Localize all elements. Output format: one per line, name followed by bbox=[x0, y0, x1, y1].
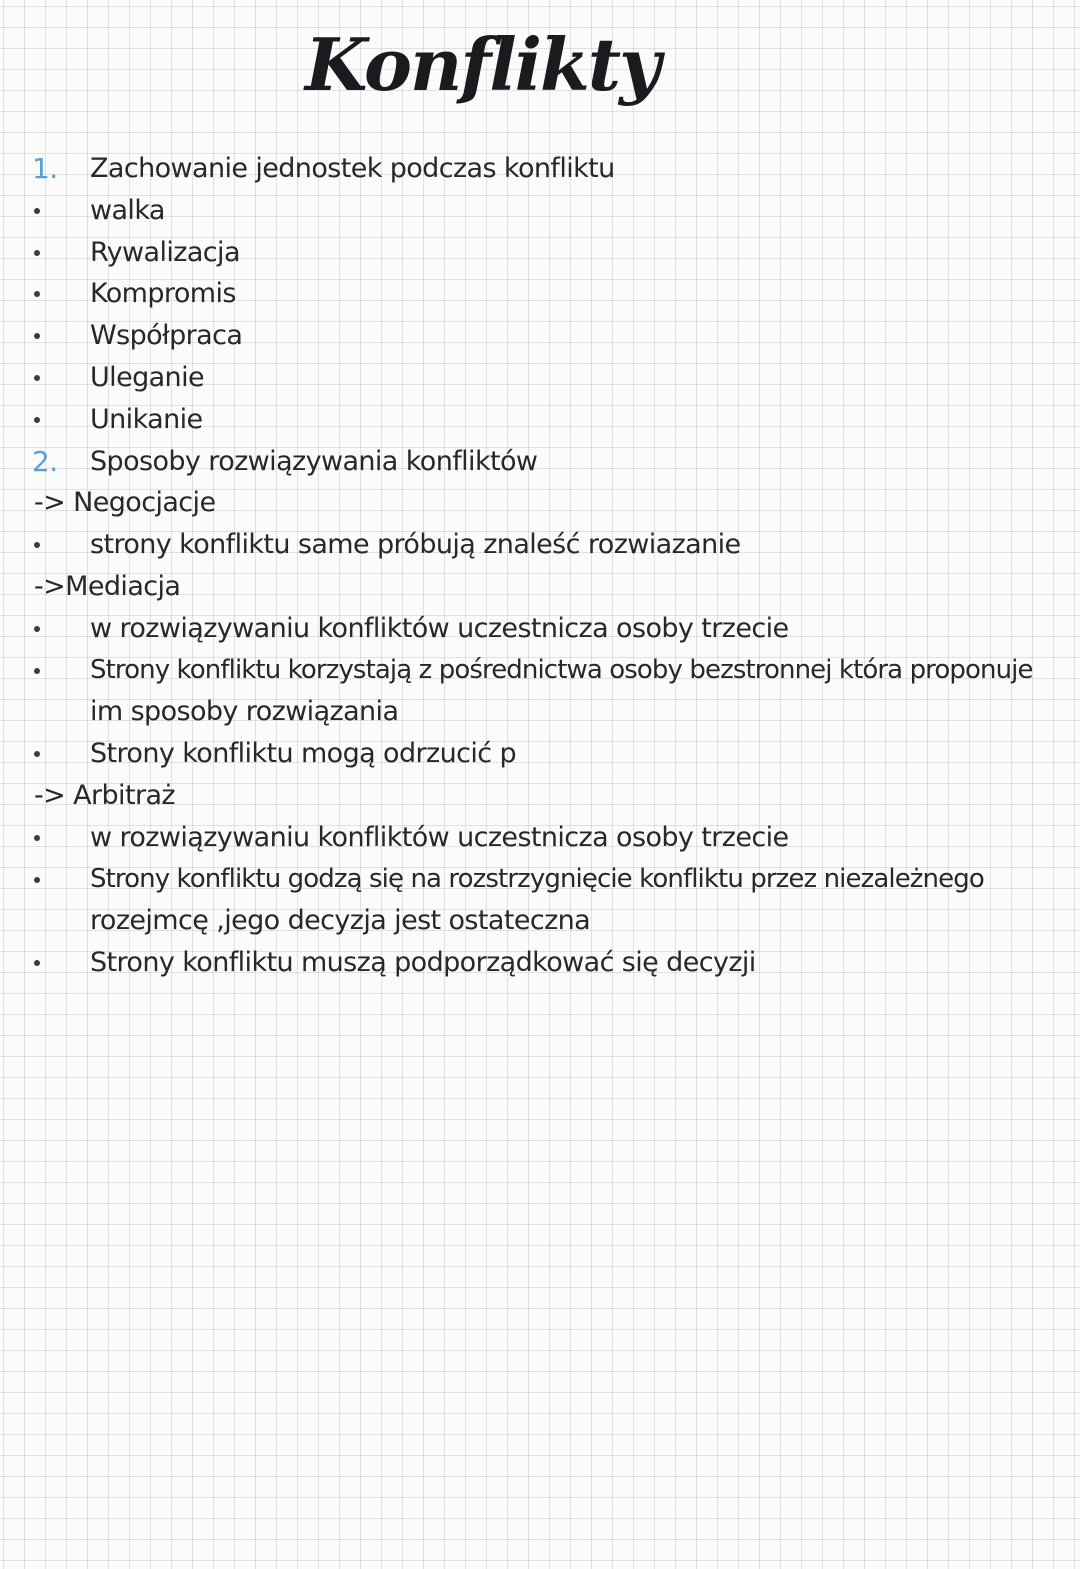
subsection-title: ->Mediacja bbox=[34, 570, 181, 602]
list-item-text: Uleganie bbox=[90, 361, 204, 393]
list-item bbox=[0, 399, 1080, 441]
list-item-text: Strony konfliktu godzą się na rozstrzygnięcie konfliktu przez niezależnego bbox=[90, 863, 984, 894]
subsection-title: -> Arbitraż bbox=[34, 779, 175, 811]
section-heading bbox=[0, 441, 1080, 483]
list-item-text: im sposoby rozwiązania bbox=[90, 696, 399, 728]
list-item bbox=[0, 650, 1080, 692]
list-item bbox=[0, 273, 1080, 315]
list-item bbox=[0, 817, 1080, 859]
bullet-icon bbox=[34, 626, 40, 632]
section-title: Sposoby rozwiązywania konfliktów bbox=[90, 445, 538, 477]
bullet-icon bbox=[34, 250, 40, 256]
list-item-text: Współpraca bbox=[90, 320, 243, 352]
bullet-icon bbox=[34, 542, 40, 548]
bullet-icon bbox=[34, 835, 40, 841]
list-item bbox=[0, 232, 1080, 274]
list-item-text: Strony konfliktu muszą podporządkować się decyzji bbox=[90, 947, 756, 979]
subsection-title: -> Negocjacje bbox=[34, 487, 216, 519]
list-item bbox=[0, 733, 1080, 775]
list-item-continuation bbox=[0, 900, 1080, 942]
list-item-text: w rozwiązywaniu konfliktów uczestnicza osoby trzecie bbox=[90, 612, 789, 644]
section-number: 2. bbox=[32, 444, 58, 478]
bullet-icon bbox=[34, 960, 40, 966]
list-item-text: strony konfliktu same próbują znaleść rozwiazanie bbox=[90, 529, 741, 561]
page-title: Konflikty bbox=[304, 22, 660, 107]
bullet-icon bbox=[34, 417, 40, 423]
list-item bbox=[0, 524, 1080, 566]
list-item-text: Unikanie bbox=[90, 403, 203, 435]
list-item bbox=[0, 859, 1080, 901]
list-item bbox=[0, 608, 1080, 650]
bullet-icon bbox=[34, 208, 40, 214]
list-item-text: Kompromis bbox=[90, 278, 236, 310]
list-item-text: w rozwiązywaniu konfliktów uczestnicza osoby trzecie bbox=[90, 821, 789, 853]
list-item bbox=[0, 357, 1080, 399]
bullet-icon bbox=[34, 668, 40, 674]
subsection-heading bbox=[0, 775, 1080, 817]
list-item-text: walka bbox=[90, 194, 165, 226]
list-item-continuation bbox=[0, 691, 1080, 733]
list-item-text: Rywalizacja bbox=[90, 236, 240, 268]
bullet-icon bbox=[34, 751, 40, 757]
section-number: 1. bbox=[32, 152, 58, 185]
subsection-heading bbox=[0, 566, 1080, 608]
list-item bbox=[0, 190, 1080, 232]
bullet-icon bbox=[34, 333, 40, 339]
section-title: Zachowanie jednostek podczas konfliktu bbox=[90, 153, 615, 184]
list-item bbox=[0, 315, 1080, 357]
list-item bbox=[0, 942, 1080, 984]
list-item-text: Strony konfliktu mogą odrzucić p bbox=[90, 738, 516, 770]
bullet-icon bbox=[34, 375, 40, 381]
list-item-text: Strony konfliktu korzystają z pośrednictwa osoby bezstronnej która proponuje bbox=[90, 654, 1033, 685]
bullet-icon bbox=[34, 291, 40, 297]
section-heading bbox=[0, 148, 1080, 190]
list-item-text: rozejmcę ,jego decyzja jest ostateczna bbox=[90, 905, 591, 937]
subsection-heading bbox=[0, 482, 1080, 524]
bullet-icon bbox=[34, 877, 40, 883]
notes-body bbox=[0, 148, 1080, 984]
